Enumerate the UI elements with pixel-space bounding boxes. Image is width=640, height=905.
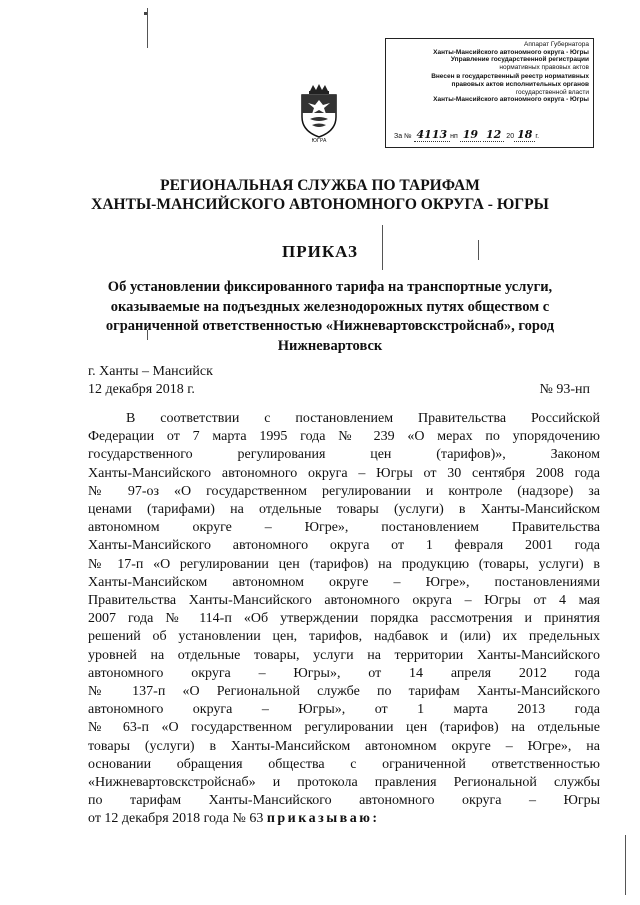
stamp-reg-mid: нп xyxy=(450,133,458,141)
body-line: № 63-п «О государственном регулировании цен (тарифов) на отдельные xyxy=(88,720,600,736)
stamp-line: Аппарат Губернатора xyxy=(524,41,589,48)
order-keyword: приказываю: xyxy=(266,811,380,827)
body-last-line-text: от 12 декабря 2018 года № 63 xyxy=(88,811,267,827)
body-line: основании обращения общества с ограниченной ответственностью xyxy=(88,756,600,772)
body-line: уровней на отдельные товары, услуги на территории Ханты-Мансийского xyxy=(88,647,600,663)
scan-artifact-line xyxy=(625,835,626,895)
scan-artifact-line xyxy=(147,8,148,48)
stamp-reg-number: 4113 xyxy=(414,128,451,142)
body-last-line xyxy=(88,810,600,828)
document-number: № 93-нп xyxy=(539,382,590,397)
body-line: по тарифам Ханты-Мансийского автономного округа – Югры xyxy=(88,793,600,809)
org-title-line-2: ХАНТЫ-МАНСИЙСКОГО АВТОНОМНОГО ОКРУГА - ЮГРЫ xyxy=(91,196,549,213)
emblem-label: ЮГРА xyxy=(311,138,327,143)
stamp-line: Внесен в государственный реестр нормативных xyxy=(431,73,589,81)
body-line: автономном округе – Югре», постановлением Правительства xyxy=(88,520,600,536)
coat-of-arms-emblem xyxy=(296,83,342,143)
stamp-line: правовых актов исполнительных органов xyxy=(451,80,589,88)
body-line: товары (услуги) в Ханты-Мансийском автономном округе – Югре», на xyxy=(88,738,600,754)
body-line: автономного округа – Югры», от 14 апреля 2012 года xyxy=(88,665,600,681)
stamp-line: Управление государственной регистрации xyxy=(450,56,589,64)
body-line: автономного округа – Югры», от 1 марта 2013 года xyxy=(88,702,600,718)
stamp-reg-year-prefix: 20 xyxy=(506,133,515,141)
stamp-reg-year: 18 xyxy=(514,128,535,142)
body-line: «Нижневартовскстройснаб» и протокола правления Региональной службы xyxy=(88,775,600,791)
body-line: № 17-п «О регулировании цен (тарифов) на продукцию (товары, услуги) в xyxy=(88,556,600,572)
stamp-line: Ханты-Мансийского автономного округа - Югры xyxy=(433,96,589,104)
body-line: № 97-оз «О государственном регулировании и контроле (надзоре) за xyxy=(88,483,600,499)
body-line: В соответствии с постановлением Правительства Российской xyxy=(126,411,600,426)
stamp-line: государственной власти xyxy=(515,88,589,96)
stamp-line: Ханты-Мансийского автономного округа - Югры xyxy=(433,48,589,56)
body-line: Правительства Ханты-Мансийского автономного округа – Югры от 4 мая xyxy=(88,593,600,609)
body-line: государственного регулирования цен (тарифов)», Законом xyxy=(88,447,600,463)
document-date: 12 декабря 2018 г. xyxy=(88,382,195,397)
document-place: г. Ханты – Мансийск xyxy=(88,364,213,379)
stamp-reg-prefix: За № xyxy=(394,133,412,141)
scan-artifact-dot xyxy=(144,12,147,15)
document-body xyxy=(88,410,600,829)
stamp-reg-month: 12 xyxy=(483,128,504,142)
body-line: Ханты-Мансийского автономного округа от 1 февраля 2001 года xyxy=(88,538,600,554)
body-line: № 137-п «О Региональной службе по тарифам Ханты-Мансийского xyxy=(88,684,600,700)
stamp-line: нормативных правовых актов xyxy=(499,63,589,71)
body-line: ценами (тарифами) на отдельные товары (услуги) в Ханты-Мансийском xyxy=(88,502,600,518)
body-line: Ханты-Мансийском автономном округе – Югре», постановлениями xyxy=(88,574,600,590)
stamp-registration xyxy=(394,128,589,142)
stamp-reg-suffix: г. xyxy=(535,133,540,141)
body-line: 2007 года № 114-п «Об утверждении порядка рассмотрения и принятия xyxy=(88,611,600,627)
registry-stamp xyxy=(385,38,594,148)
document-subject: Об установлении фиксированного тарифа на транспортные услуги, оказываемые на подъездных железнодорожных путях обществом с ограниченной ответственностью «Нижневартовскстройснаб», город Нижневартовск xyxy=(105,279,555,354)
document-type-heading: ПРИКАЗ xyxy=(282,242,358,261)
body-line: Федерации от 7 марта 1995 года № 239 «О мерах по упорядочению xyxy=(88,429,600,445)
body-line: Ханты-Мансийского автономного округа – Югры от 30 сентября 2008 года xyxy=(88,465,600,481)
body-line: решений об установлении цен, тарифов, надбавок и (или) их предельных xyxy=(88,629,600,645)
org-title-line-1: РЕГИОНАЛЬНАЯ СЛУЖБА ПО ТАРИФАМ xyxy=(160,177,480,194)
stamp-reg-day: 19 xyxy=(460,128,481,142)
